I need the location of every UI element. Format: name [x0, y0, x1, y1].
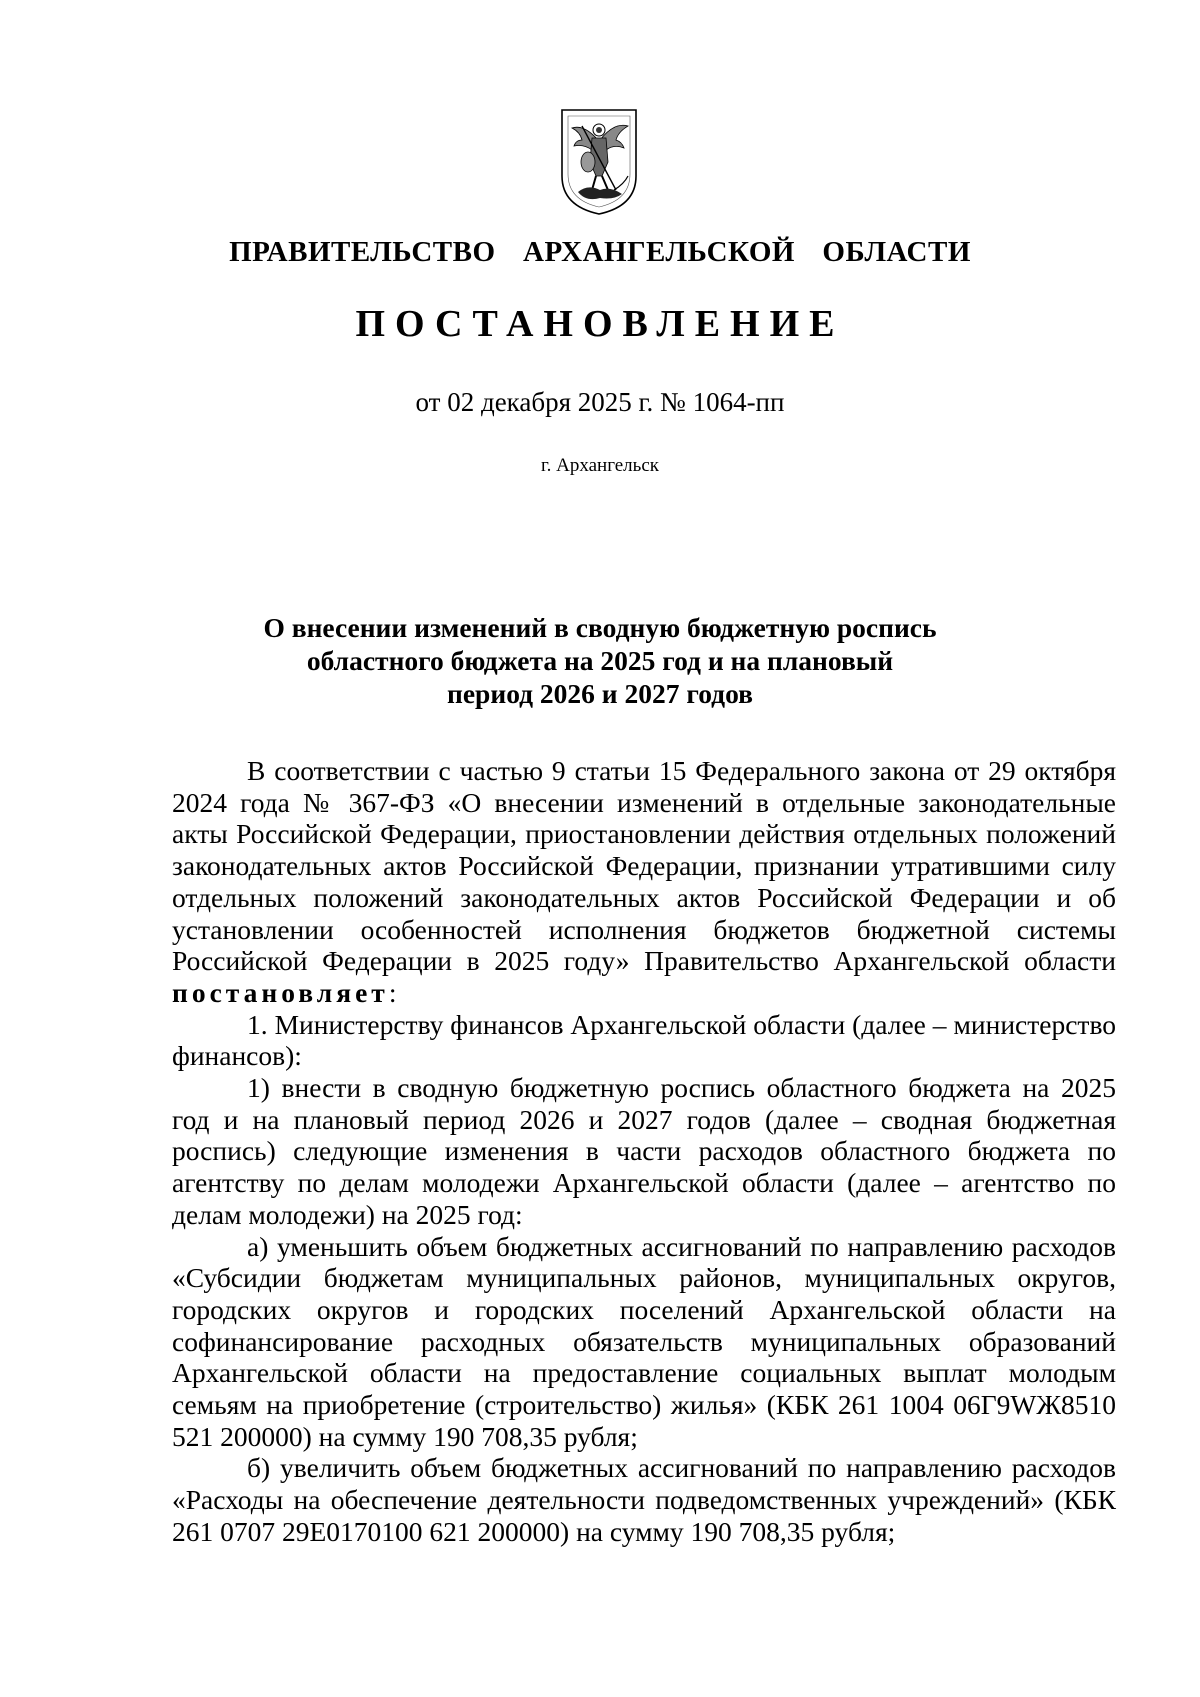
paragraph-1-1-a: а) уменьшить объем бюджетных ассигнований по направлению расходов «Субсидии бюджетам муниципальных районов, муниципальных округов, городских округов и городских поселений Архангельской области на софинансирование расходных обязательств муниципальных образований Архангельской области на предоставление социальных выплат молодым семьям на приобретение (строительство) жилья» (КБК 261 1004 06Г9WЖ8510 521 200000) на сумму 190 708,35 рубля; [172, 1230, 1116, 1452]
paragraph-1: 1. Министерству финансов Архангельской области (далее – министерство финансов): [172, 1008, 1116, 1072]
document-type: ПОСТАНОВЛЕНИЕ [355, 303, 845, 345]
document-date-number: от 02 декабря 2025 г. № 1064-пп [415, 387, 785, 417]
arkhangelsk-coat-of-arms-emblem [558, 106, 640, 218]
preamble-text: В соответствии с частью 9 статьи 15 Федерального закона от 29 октября 2024 года № 367-ФЗ «О внесении изменений в отдельные законодательные акты Российской Федерации, приостановлении действия отдельных положений законодательных актов Российской Федерации, признании утратившими силу отдельных положений законодательных актов Российской Федерации и об установлении особенностей исполнения бюджетов бюджетной системы Российской Федерации в 2025 году» Правительство Архангельской области [172, 755, 1116, 977]
paragraph-1-1-b: б) увеличить объем бюджетных ассигнований по направлению расходов «Расходы на обеспечение деятельности подведомственных учреждений» (КБК 261 0707 29Е0170100 621 200000) на сумму 190 708,35 рубля; [172, 1452, 1116, 1547]
title-line: областного бюджета на 2025 год и на плановый [306, 645, 894, 676]
title-line: период 2026 и 2027 годов [447, 678, 753, 709]
resolves-word: постановляет [172, 976, 389, 1008]
organization-name: ПРАВИТЕЛЬСТВО АРХАНГЕЛЬСКОЙ ОБЛАСТИ [229, 236, 971, 268]
document-body [172, 755, 1116, 1548]
preamble-paragraph [172, 755, 1116, 1009]
document-city: г. Архангельск [540, 455, 659, 476]
paragraph-1-1: 1) внести в сводную бюджетную роспись областного бюджета на 2025 год и на плановый период 2026 и 2027 годов (далее – сводная бюджетная роспись) следующие изменения в части расходов областного бюджета по агентству по делам молодежи Архангельской области (далее – агентство по делам молодежи) на 2025 год: [172, 1072, 1116, 1230]
document-title [250, 611, 950, 710]
resolves-colon: : [388, 976, 397, 1008]
title-line: О внесении изменений в сводную бюджетную роспись [263, 612, 937, 643]
